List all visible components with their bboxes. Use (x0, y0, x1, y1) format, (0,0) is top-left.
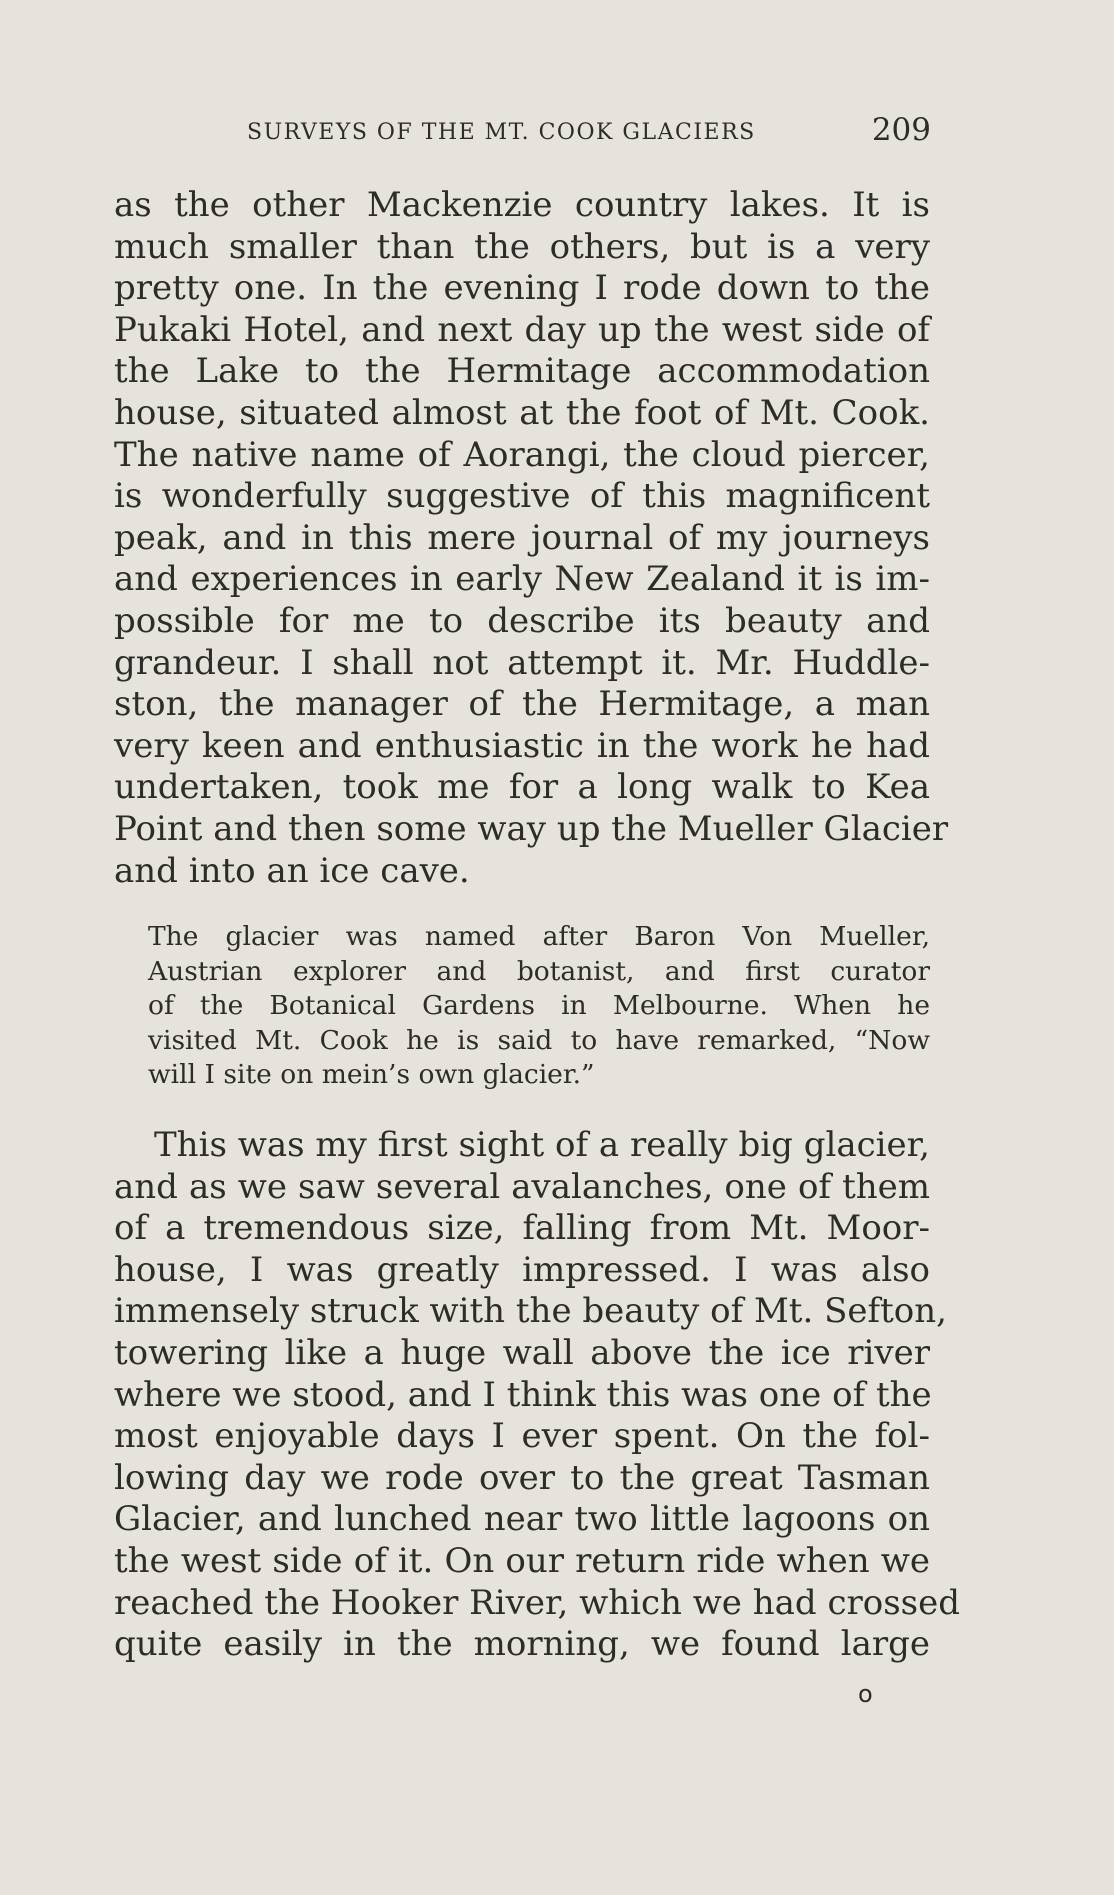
paragraph-2 (114, 1125, 961, 1666)
text-line: much smaller than the others, but is a very (114, 226, 930, 267)
text-line: the Lake to the Hermitage accommodation (114, 351, 930, 392)
text-line: the west side of it. On our return ride when we (114, 1540, 930, 1581)
page-number: 209 (871, 112, 931, 148)
text-line: towering like a huge wall above the ice river (114, 1332, 930, 1373)
footnote-line: Austrian explorer and botanist, and first curator (148, 955, 930, 987)
footnote-line: of the Botanical Gardens in Melbourne. When he (148, 990, 930, 1022)
text-line: very keen and enthusiastic in the work he had (114, 725, 930, 766)
text-line: possible for me to describe its beauty and (114, 600, 930, 641)
signature-mark: o (858, 1680, 873, 1708)
text-line: quite easily in the morning, we found large (114, 1624, 930, 1665)
text-line: Point and then some way up the Mueller Glacier (114, 808, 949, 849)
running-title: SURVEYS OF THE MT. COOK GLACIERS (247, 120, 756, 145)
text-line: and as we saw several avalanches, one of them (114, 1166, 930, 1207)
text-line: ston, the manager of the Hermitage, a man (114, 684, 930, 725)
text-line: grandeur. I shall not attempt it. Mr. Huddle- (114, 642, 930, 683)
text-line: Glacier, and lunched near two little lagoons on (114, 1499, 930, 1540)
text-line: undertaken, took me for a long walk to Kea (114, 767, 930, 808)
text-line: is wonderfully suggestive of this magnificent (114, 476, 930, 517)
text-line: where we stood, and I think this was one of the (114, 1374, 932, 1415)
text-line: lowing day we rode over to the great Tasman (114, 1457, 930, 1498)
paragraph-1 (114, 185, 949, 892)
text-line: This was my first sight of a really big glacier, (154, 1125, 930, 1165)
text-line: house, I was greatly impressed. I was also (114, 1249, 930, 1290)
text-line: immensely struck with the beauty of Mt. Sefton, (114, 1291, 947, 1332)
text-line: as the other Mackenzie country lakes. It is (114, 185, 930, 225)
text-line: reached the Hooker River, which we had crossed (114, 1582, 961, 1623)
text-line: and experiences in early New Zealand it is im- (114, 559, 930, 600)
footnote-line: will I site on mein’s own glacier.” (148, 1059, 595, 1091)
text-line: peak, and in this mere journal of my journeys (114, 517, 930, 558)
footnote-line: visited Mt. Cook he is said to have remarked, “Now (148, 1024, 930, 1056)
text-line: pretty one. In the evening I rode down to the (114, 268, 930, 309)
footnote-line: The glacier was named after Baron Von Mueller, (148, 921, 930, 952)
text-line: and into an ice cave. (114, 850, 470, 891)
text-line: Pukaki Hotel, and next day up the west side of (114, 309, 930, 350)
text-line: most enjoyable days I ever spent. On the fol- (114, 1416, 930, 1457)
text-line: of a tremendous size, falling from Mt. Moor- (114, 1208, 930, 1249)
text-line: house, situated almost at the foot of Mt. Cook. (114, 392, 930, 433)
text-line: The native name of Aorangi, the cloud piercer, (114, 434, 930, 475)
footnote-block (148, 920, 930, 1093)
